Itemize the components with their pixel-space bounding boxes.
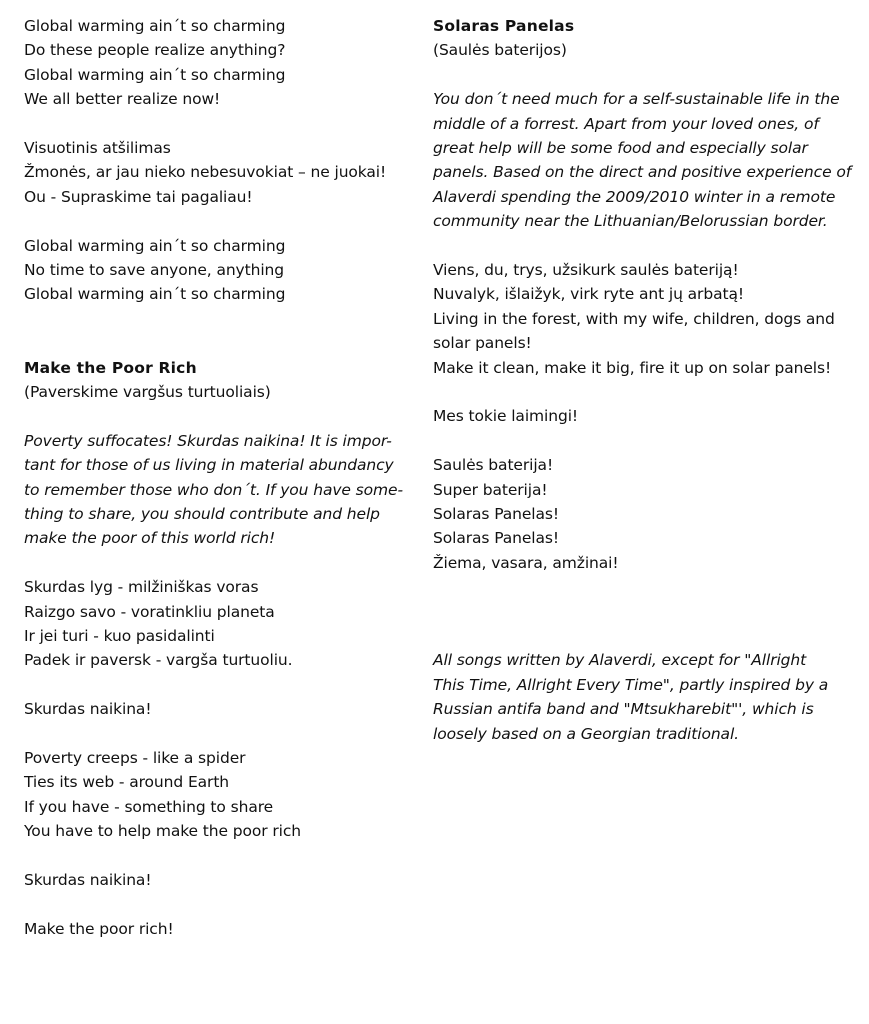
description-line: thing to share, you should contribute and help [24, 505, 380, 524]
description-line: make the poor of this world rich! [24, 529, 276, 548]
refrain-line: Skurdas naikina! [24, 871, 152, 890]
credits-line: This Time, Allright Every Time", partly inspired by a [433, 675, 829, 694]
solaras-verse-1 [433, 258, 853, 380]
credits-line: loosely based on a Georgian traditional. [433, 724, 739, 743]
lyric-line: Visuotinis atšilimas [24, 139, 171, 158]
lyric-line: Poverty creeps - like a spider [24, 749, 246, 768]
lyric-line: Do these people realize anything? [24, 41, 286, 60]
description-line: You don´t need much for a self-sustainable life in the [433, 90, 840, 109]
lyric-line: Make it clean, make it big, fire it up on solar panels! [433, 358, 832, 377]
description-line: Alaverdi spending the 2009/2010 winter in a remote [433, 187, 836, 206]
description-line: great help will be some food and especially solar [433, 139, 808, 158]
lyric-line: Žmonės, ar jau nieko nebesuvokiat – ne juokai! [24, 163, 387, 182]
description-line: tant for those of us living in material abundancy [24, 456, 394, 475]
credits-note [433, 648, 853, 746]
global-warming-verse-3 [24, 234, 414, 307]
song-title: Make the Poor Rich [24, 358, 197, 377]
poor-rich-verse-1 [24, 575, 414, 673]
lyric-line: Skurdas lyg - milžiniškas voras [24, 578, 259, 597]
song-subtitle: (Saulės baterijos) [433, 41, 567, 60]
poor-rich-verse-2 [24, 746, 414, 844]
lyric-line: solar panels! [433, 334, 532, 353]
lyric-line: Global warming ain´t so charming [24, 285, 286, 304]
lyric-line: Global warming ain´t so charming [24, 65, 286, 84]
lyric-line: Saulės baterija! [433, 456, 554, 475]
song-description [433, 87, 853, 233]
credits-line: All songs written by Alaverdi, except for "Allright [433, 651, 807, 670]
song-title: Solaras Panelas [433, 17, 575, 35]
lyric-line: Living in the forest, with my wife, children, dogs and [433, 309, 835, 328]
lyric-line: Raizgo savo - voratinkliu planeta [24, 602, 275, 621]
lyric-line: Global warming ain´t so charming [24, 236, 286, 255]
lyric-line: If you have - something to share [24, 797, 274, 816]
lyric-line: Global warming ain´t so charming [24, 17, 286, 35]
credits-line: Russian antifa band and "Mtsukharebit"', which is [433, 700, 814, 719]
lyric-line: Viens, du, trys, užsikurk saulės bateriją! [433, 261, 739, 280]
lyric-line: Super baterija! [433, 480, 548, 499]
refrain-line: Skurdas naikina! [24, 700, 152, 719]
description-line: Poverty suffocates! Skurdas naikina! It is impor- [24, 431, 392, 450]
left-column [24, 14, 414, 941]
lyric-line: Ir jei turi - kuo pasidalinti [24, 627, 215, 646]
lyric-line: Solaras Panelas! [433, 529, 560, 548]
lyric-line: We all better realize now! [24, 90, 221, 109]
description-line: community near the Lithuanian/Belorussian border. [433, 212, 828, 231]
description-line: to remember those who don´t. If you have some- [24, 480, 403, 499]
lyric-line: You have to help make the poor rich [24, 822, 301, 841]
lyric-line: Žiema, vasara, amžinai! [433, 553, 619, 572]
lyric-line: Padek ir paversk - vargša turtuoliu. [24, 651, 293, 670]
song-make-the-poor-rich [24, 356, 414, 942]
lyric-line: Ties its web - around Earth [24, 773, 230, 792]
lyric-line: No time to save anyone, anything [24, 261, 285, 280]
closing-line: Make the poor rich! [24, 919, 174, 938]
lyric-line: Solaras Panelas! [433, 505, 560, 524]
song-subtitle: (Paverskime vargšus turtuoliais) [24, 383, 271, 402]
lyric-line: Mes tokie laimingi! [433, 407, 579, 426]
song-description [24, 429, 414, 551]
description-line: panels. Based on the direct and positive experience of [433, 163, 852, 182]
global-warming-verse-2 [24, 136, 414, 209]
solaras-chorus [433, 453, 853, 575]
right-column [433, 14, 853, 746]
description-line: middle of a forrest. Apart from your loved ones, of [433, 114, 819, 133]
global-warming-verse-1 [24, 14, 414, 112]
lyric-line: Ou - Supraskime tai pagaliau! [24, 187, 253, 206]
song-solaras-panelas [433, 14, 853, 575]
lyric-line: Nuvalyk, išlaižyk, virk ryte ant jų arbatą! [433, 285, 744, 304]
